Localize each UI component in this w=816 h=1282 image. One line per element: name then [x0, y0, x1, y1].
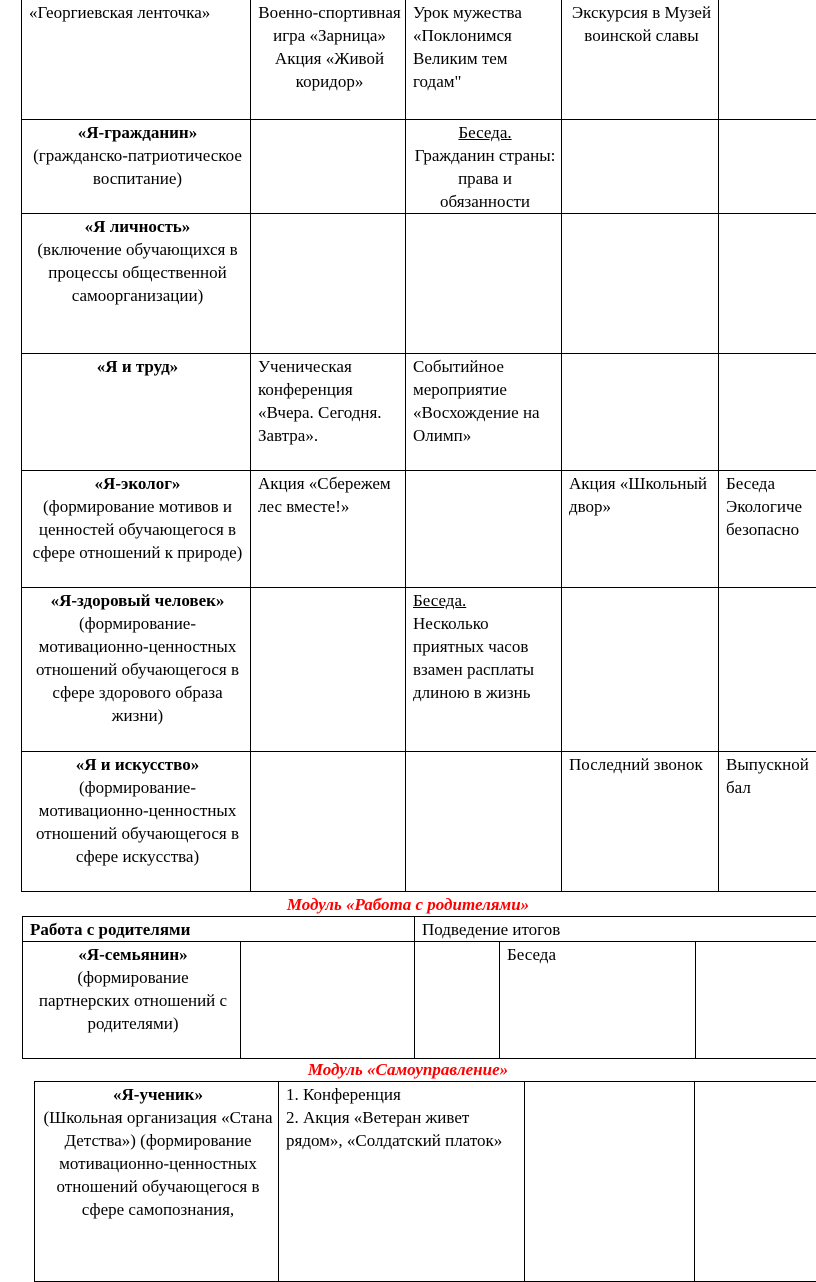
table-row — [22, 354, 816, 471]
header-cell — [23, 917, 415, 942]
cell-text: Выпускной — [726, 753, 816, 776]
cell — [241, 942, 415, 1059]
cell-text: Ученическая конференция «Вчера. Сегодня. Завтра». — [258, 357, 382, 445]
table-row — [22, 752, 816, 892]
self-government-table — [34, 1081, 816, 1282]
cell — [406, 354, 562, 471]
cell — [22, 752, 251, 892]
cell — [22, 588, 251, 752]
cell — [562, 752, 719, 892]
cell — [719, 752, 816, 892]
cell-text: Военно-спортивная игра «Зарница» Акция «Живой коридор» — [258, 3, 400, 91]
cell-text: Событийное мероприятие «Восхождение на Олимп» — [413, 357, 540, 445]
cell — [500, 942, 696, 1059]
cell — [525, 1082, 695, 1282]
cell — [562, 588, 719, 752]
cell — [251, 471, 406, 588]
row-title: «Я и труд» — [29, 355, 246, 378]
list-item: 2. Акция «Ветеран живет рядом», «Солдатский платок» — [286, 1106, 520, 1152]
module-self-title: Модуль «Самоуправление» — [0, 1059, 816, 1081]
cell — [562, 354, 719, 471]
cell — [22, 214, 251, 354]
cell — [251, 120, 406, 214]
cell-text: Акция «Школьный двор» — [569, 474, 707, 516]
cell-text: «Георгиевская ленточка» — [29, 3, 210, 22]
cell — [719, 588, 816, 752]
cell — [562, 120, 719, 214]
cell — [35, 1082, 279, 1282]
header-text: Подведение итогов — [422, 920, 560, 939]
row-description: (формирование-мотивационно-ценностных отношений обучающегося в сфере здорового образа жизни) — [29, 612, 246, 727]
cell — [406, 120, 562, 214]
cell — [251, 752, 406, 892]
cell-text: Последний звонок — [569, 755, 703, 774]
cell — [279, 1082, 525, 1282]
table-row — [23, 942, 816, 1059]
cell — [719, 354, 816, 471]
cell-text: Урок мужества «Поклонимся Великим тем годам" — [413, 3, 522, 91]
cell — [251, 214, 406, 354]
cell — [562, 471, 719, 588]
cell — [406, 0, 562, 120]
table-row — [22, 0, 816, 120]
cell — [696, 942, 816, 1059]
cell — [22, 120, 251, 214]
cell — [251, 354, 406, 471]
row-description: (Школьная организация «Стана Детства») (формирование мотивационно-ценностных отношений обучающегося в сфере самопознания, — [42, 1106, 274, 1221]
table-row — [22, 471, 816, 588]
row-title: «Я-здоровый человек» — [29, 589, 246, 612]
row-description: (формирование-мотивационно-ценностных отношений обучающегося в сфере искусства) — [29, 776, 246, 868]
row-description: (формирование мотивов и ценностей обучающегося в сфере отношений к природе) — [29, 495, 246, 564]
event-text: Гражданин страны: права и обязанности — [413, 144, 557, 213]
event-type-label: Беседа. — [413, 589, 557, 612]
cell — [406, 752, 562, 892]
cell-text: бал — [726, 776, 816, 799]
cell — [406, 588, 562, 752]
row-title: «Я личность» — [29, 215, 246, 238]
row-title: «Я-гражданин» — [29, 121, 246, 144]
cell — [22, 0, 251, 120]
row-title: «Я-эколог» — [29, 472, 246, 495]
cell-text: Экскурсия в Музей воинской славы — [572, 3, 711, 45]
row-description: (формирование партнерских отношений с родителями) — [30, 966, 236, 1035]
cell — [415, 942, 500, 1059]
row-title: «Я и искусство» — [29, 753, 246, 776]
cell-text: безопасно — [726, 518, 816, 541]
cell — [23, 942, 241, 1059]
cell-text: Экологиче — [726, 495, 816, 518]
cell-text: Беседа — [726, 472, 816, 495]
header-cell — [415, 917, 816, 942]
row-title: «Я-семьянин» — [30, 943, 236, 966]
cell — [719, 214, 816, 354]
header-text: Работа с родителями — [30, 920, 190, 939]
module-parents-title: Модуль «Работа с родителями» — [0, 894, 816, 916]
cell — [562, 214, 719, 354]
cell — [22, 471, 251, 588]
table-row — [22, 120, 816, 214]
table-row — [35, 1082, 816, 1282]
cell — [719, 120, 816, 214]
cell — [22, 354, 251, 471]
cell-text: Акция «Сбережем лес вместе!» — [258, 474, 391, 516]
cell — [406, 214, 562, 354]
event-text: Несколько приятных часов взамен расплаты длиною в жизнь — [413, 612, 557, 704]
events-table — [21, 0, 816, 892]
cell — [562, 0, 719, 120]
row-description: (включение обучающихся в процессы общественной самоорганизации) — [29, 238, 246, 307]
cell — [695, 1082, 816, 1282]
parents-table — [22, 916, 816, 1059]
table-row — [22, 588, 816, 752]
cell — [406, 471, 562, 588]
cell-text: Беседа — [507, 945, 556, 964]
table-row — [22, 214, 816, 354]
row-title: «Я-ученик» — [42, 1083, 274, 1106]
cell — [251, 588, 406, 752]
row-description: (гражданско-патриотическое воспитание) — [29, 144, 246, 190]
event-type-label: Беседа. — [413, 121, 557, 144]
cell — [719, 0, 816, 120]
cell — [251, 0, 406, 120]
list-item: 1. Конференция — [286, 1083, 520, 1106]
table-row — [23, 917, 816, 942]
cell — [719, 471, 816, 588]
